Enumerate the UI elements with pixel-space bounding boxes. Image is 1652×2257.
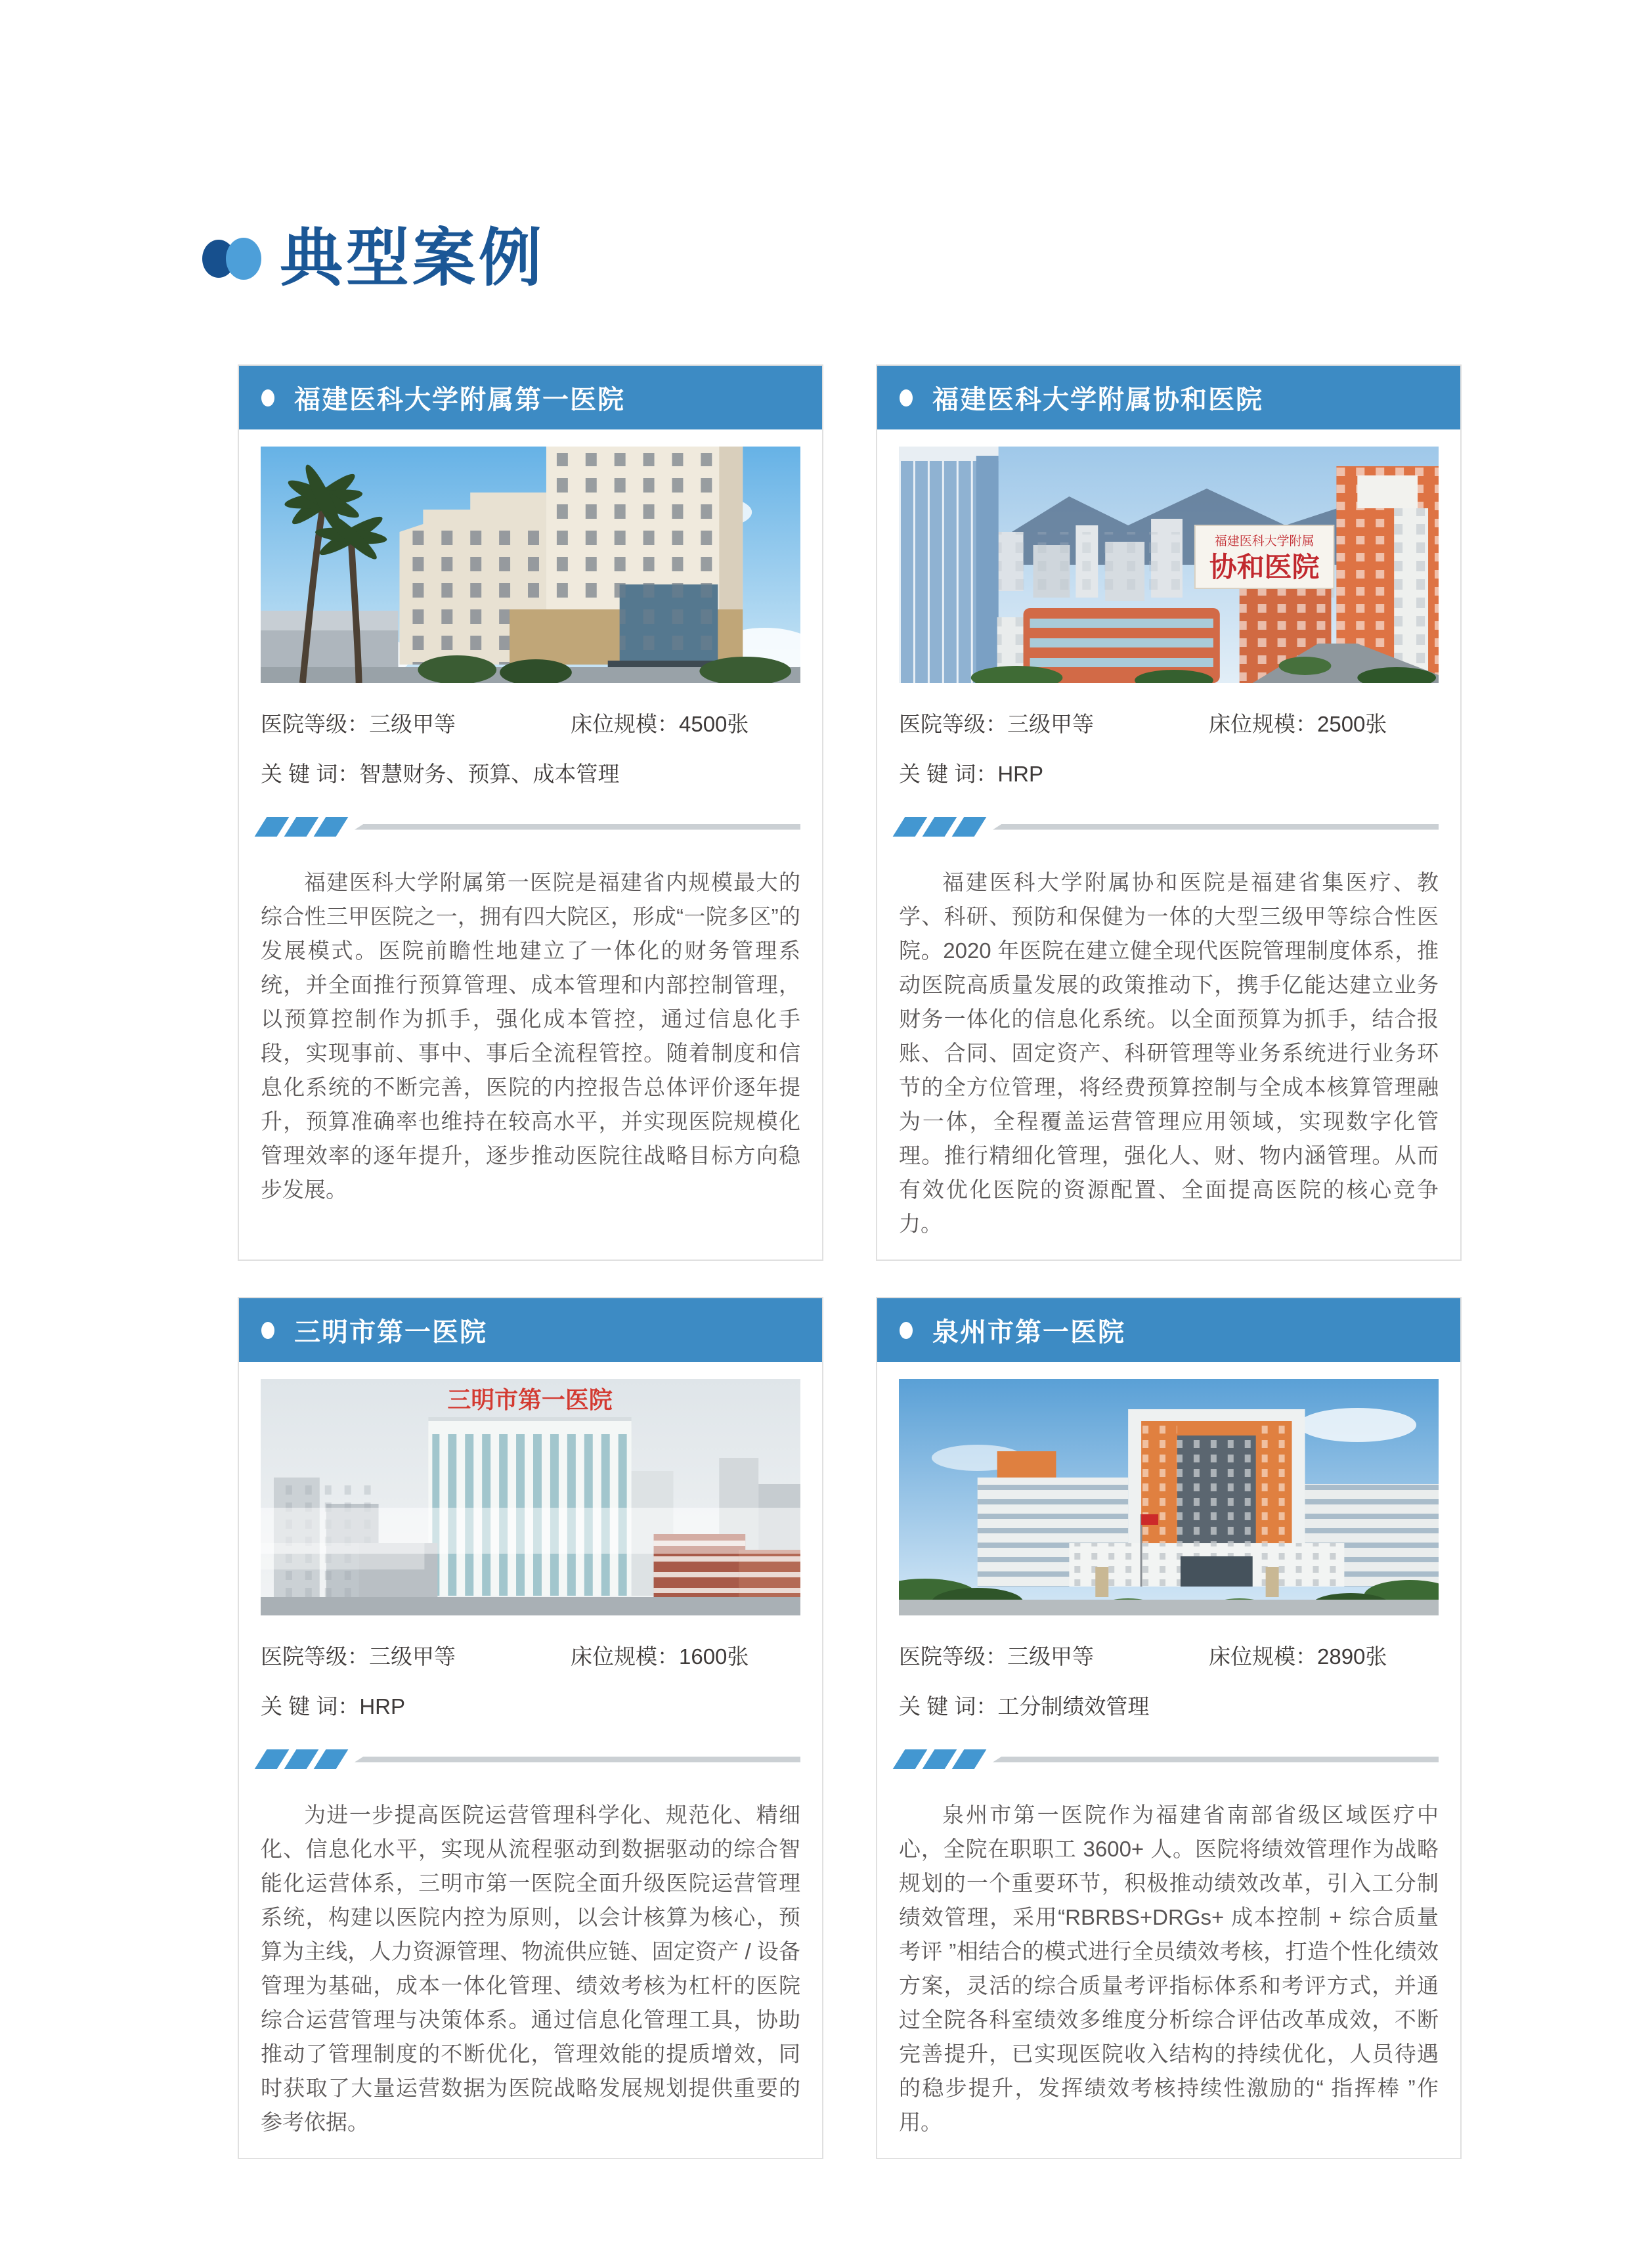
hospital-level-label: 医院等级： <box>261 712 369 736</box>
divider-line <box>993 1757 1439 1763</box>
bullet-icon <box>900 389 913 406</box>
beds-label: 床位规模： <box>1209 712 1317 736</box>
keywords-label: 关 键 词： <box>899 762 998 786</box>
bullet-icon <box>900 1322 913 1339</box>
card-header <box>239 366 822 429</box>
chevron-icon <box>952 817 987 837</box>
divider-line <box>993 824 1439 830</box>
hospital-level-value: 三级甲等 <box>369 1644 456 1669</box>
meta-row <box>261 1643 800 1671</box>
hospital-photo <box>899 1379 1439 1615</box>
hospital-level-label: 医院等级： <box>899 712 1007 736</box>
hospital-name: 福建医科大学附属协和医院 <box>932 385 1263 414</box>
card-content <box>877 447 1460 1260</box>
meta-row <box>899 760 1439 788</box>
chevron-icon <box>255 1749 290 1769</box>
beds-label: 床位规模： <box>571 712 679 736</box>
case-card-fjmu-union-hospital <box>876 364 1462 1261</box>
meta-row <box>899 1693 1439 1720</box>
beds-value: 4500张 <box>679 712 749 736</box>
chevron-icon <box>952 1749 987 1769</box>
hospital-name: 福建医科大学附属第一医院 <box>294 385 625 414</box>
bullet-icon <box>261 389 274 406</box>
keywords-label: 关 键 词： <box>261 762 360 786</box>
hospital-sign <box>1195 525 1334 588</box>
page-title <box>202 223 545 294</box>
card-header <box>239 1298 822 1362</box>
meta-row <box>899 711 1439 738</box>
hospital-photo <box>261 1379 800 1615</box>
card-header <box>877 1298 1460 1362</box>
hospital-sign-text: 协和医院 <box>1209 551 1320 583</box>
beds-value: 2500张 <box>1317 712 1387 736</box>
chevron-divider <box>899 1749 1439 1769</box>
dot-light-icon <box>226 238 261 280</box>
beds-label: 床位规模： <box>571 1644 679 1669</box>
hospital-name: 泉州市第一医院 <box>932 1318 1125 1347</box>
case-card-fjmu-first-hospital <box>238 364 823 1261</box>
case-description: 泉州市第一医院作为福建省南部省级区域医疗中心，全院在职职工 3600+ 人。医院将绩效管理作为战略规划的一个重要环节，积极推动绩效改革，引入工分制绩效管理，采用“RBRBS+DRGs+ 成本控制 + 综合质量考评 ”相结合的模式进行全员绩效考核，打造个性化绩效方案，灵活的综合质量考评指标体系和考评方式，并通过全院各科室绩效多维度分析综合评估改革成效，不断完善提升，已实现医院收入结构的持续优化，人员待遇的稳步提升，发挥绩效考核持续性激励的“ 指挥棒 ”作用。 <box>899 1803 1439 2134</box>
chevron-icon <box>893 817 928 837</box>
hospital-level-value: 三级甲等 <box>1007 712 1094 736</box>
chevron-divider <box>899 817 1439 837</box>
hospital-photo-illustration <box>261 1379 800 1615</box>
case-description: 为进一步提高医院运营管理科学化、规范化、精细化、信息化水平，实现从流程驱动到数据驱动的综合智能化运营体系，三明市第一医院全面升级医院运营管理系统，构建以医院内控为原则，以会计核算为核心，预算为主线，人力资源管理、物流供应链、固定资产 / 设备管理为基础，成本一体化管理、绩效考核为杠杆的医院综合运营管理与决策体系。通过信息化管理工具，协助推动了管理制度的不断优化，管理效能的提质增效，同时获取了大量运营数据为医院战略发展规划提供重要的参考依据。 <box>261 1803 800 2134</box>
beds-label: 床位规模： <box>1209 1644 1317 1669</box>
hospital-level-value: 三级甲等 <box>1007 1644 1094 1669</box>
chevron-icon <box>923 1749 957 1769</box>
case-description: 福建医科大学附属协和医院是福建省集医疗、教学、科研、预防和保健为一体的大型三级甲等综合性医院。2020 年医院在建立健全现代医院管理制度体系，推动医院高质量发展的政策推动下，携手亿能达建立业务财务一体化的信息化系统。以全面预算为抓手，结合报账、合同、固定资产、科研管理等业务系统进行业务环节的全方位管理，将经费预算控制与全成本核算管理融为一体，全程覆盖运营管理应用领域，实现数字化管理。推行精细化管理，强化人、财、物内涵管理。从而有效优化医院的资源配置、全面提高医院的核心竞争力。 <box>899 870 1439 1236</box>
divider-line <box>355 824 800 830</box>
hospital-roof-sign-text: 三明市第一医院 <box>447 1386 613 1414</box>
divider-line <box>355 1757 800 1763</box>
hospital-level-label: 医院等级： <box>261 1644 369 1669</box>
hospital-level-label: 医院等级： <box>899 1644 1007 1669</box>
case-card-sanming-first-hospital <box>238 1297 823 2159</box>
card-content <box>239 447 822 1225</box>
chevron-icon <box>284 1749 319 1769</box>
hospital-level-value: 三级甲等 <box>369 712 456 736</box>
chevron-icon <box>314 817 349 837</box>
keywords-label: 关 键 词： <box>261 1694 360 1719</box>
meta-row <box>261 711 800 738</box>
bullet-icon <box>261 1322 274 1339</box>
beds-value: 1600张 <box>679 1644 749 1669</box>
page-title-text: 典型案例 <box>280 223 545 294</box>
card-content <box>877 1379 1460 2158</box>
meta-row <box>261 760 800 788</box>
meta-row <box>261 1693 800 1720</box>
keywords-value: 工分制绩效管理 <box>997 1694 1150 1719</box>
beds-field <box>571 711 749 738</box>
case-card-quanzhou-first-hospital <box>876 1297 1462 2159</box>
meta-row <box>899 1643 1439 1671</box>
beds-value: 2890张 <box>1317 1644 1387 1669</box>
case-description: 福建医科大学附属第一医院是福建省内规模最大的综合性三甲医院之一，拥有四大院区，形成“一院多区”的发展模式。医院前瞻性地建立了一体化的财务管理系统，并全面推行预算管理、成本管理和内部控制管理，以预算控制作为抓手，强化成本管控，通过信息化手段，实现事前、事中、事后全流程管控。随着制度和信息化系统的不断完善，医院的内控报告总体评价逐年提升，预算准确率也维持在较高水平，并实现医院规模化管理效率的逐年提升，逐步推动医院往战略目标方向稳步发展。 <box>261 870 800 1202</box>
keywords-label: 关 键 词： <box>899 1694 998 1719</box>
keywords-value: HRP <box>359 1694 406 1719</box>
hospital-photo <box>899 447 1439 683</box>
beds-field <box>1209 711 1387 738</box>
chevron-icon <box>923 817 957 837</box>
chevron-icon <box>314 1749 349 1769</box>
chevron-icon <box>255 817 290 837</box>
card-content <box>239 1379 822 2158</box>
title-dots-icon <box>202 238 261 280</box>
hospital-sign-small-text: 福建医科大学附属 <box>1214 534 1315 549</box>
keywords-value: HRP <box>997 762 1044 786</box>
hospital-photo-illustration <box>261 447 800 683</box>
case-cards-grid <box>238 364 1462 2159</box>
card-header <box>877 366 1460 429</box>
beds-field <box>1209 1643 1387 1671</box>
hospital-name: 三明市第一医院 <box>294 1318 487 1347</box>
chevron-icon <box>893 1749 928 1769</box>
beds-field <box>571 1643 749 1671</box>
hospital-photo <box>261 447 800 683</box>
chevron-divider <box>261 1749 800 1769</box>
chevron-divider <box>261 817 800 837</box>
hospital-photo-illustration <box>899 447 1439 683</box>
chevron-icon <box>284 817 319 837</box>
hospital-photo-illustration <box>899 1379 1439 1615</box>
keywords-value: 智慧财务、预算、成本管理 <box>359 762 620 786</box>
